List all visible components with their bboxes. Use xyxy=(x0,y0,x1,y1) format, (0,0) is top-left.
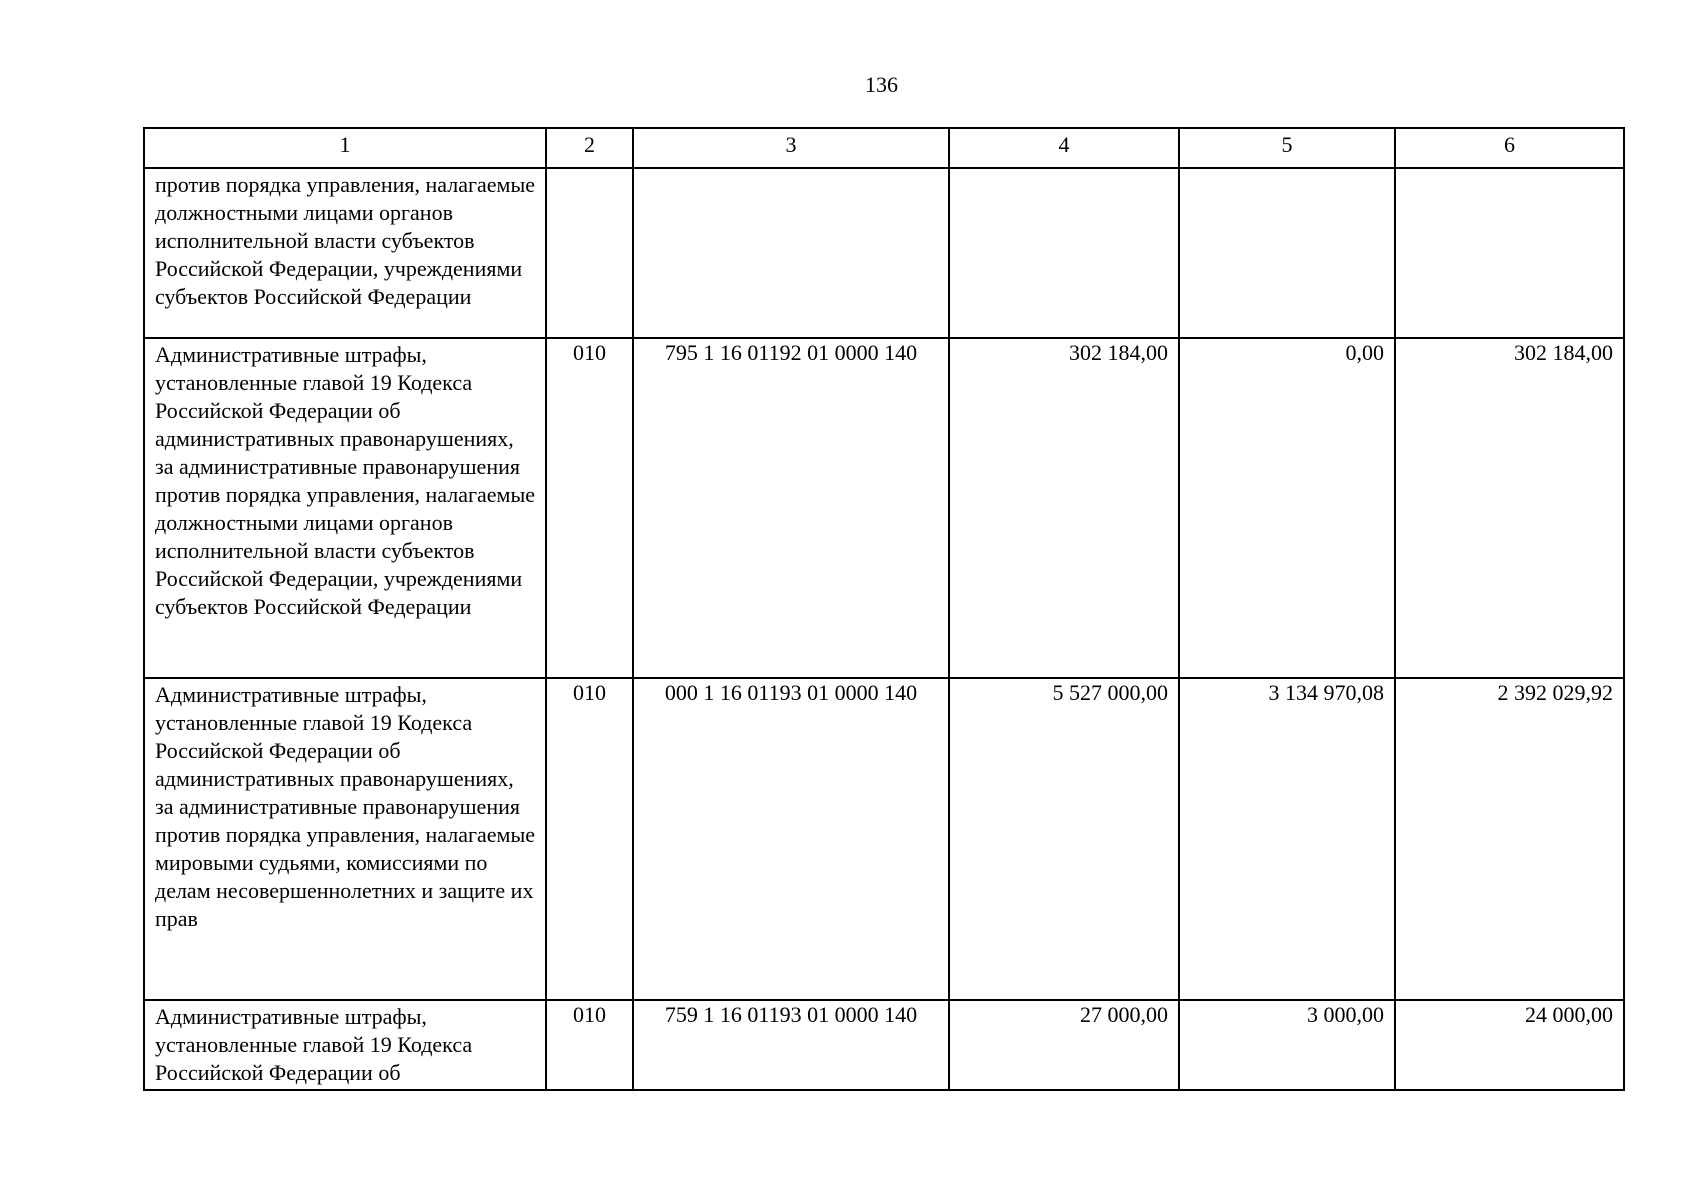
report-table xyxy=(143,127,1625,1091)
row-approved: 5 527 000,00 xyxy=(949,678,1179,1000)
row-description xyxy=(144,168,546,338)
table-row xyxy=(144,678,1624,1000)
row-line-code: 010 xyxy=(546,678,633,1000)
row-unexecuted: 2 392 029,92 xyxy=(1395,678,1624,1000)
row-budget-code xyxy=(633,168,949,338)
header-col-2: 2 xyxy=(546,128,633,168)
row-unexecuted xyxy=(1395,168,1624,338)
row-line-code xyxy=(546,168,633,338)
row-description-text: Административные штрафы, установленные главой 19 Кодекса Российской Федерации об административных правонарушениях, за административные правонарушения против порядка управления, налагаемые мировыми судьями, комиссиями по делам несовершеннолетних и защите их прав xyxy=(155,682,536,931)
row-executed: 0,00 xyxy=(1179,338,1395,678)
row-executed xyxy=(1179,168,1395,338)
row-description-text: Административные штрафы, установленные главой 19 Кодекса Российской Федерации об xyxy=(155,1004,473,1085)
row-unexecuted: 24 000,00 xyxy=(1395,1000,1624,1090)
header-col-4: 4 xyxy=(949,128,1179,168)
row-approved: 302 184,00 xyxy=(949,338,1179,678)
header-col-3: 3 xyxy=(633,128,949,168)
row-description xyxy=(144,678,546,1000)
row-line-code: 010 xyxy=(546,338,633,678)
header-col-6: 6 xyxy=(1395,128,1624,168)
row-description-text: Административные штрафы, установленные главой 19 Кодекса Российской Федерации об административных правонарушениях, за административные правонарушения против порядка управления, налагаемые должностными лицами органов исполнительной власти субъектов Российской Федерации, учреждениями субъектов Российской Федерации xyxy=(155,342,536,619)
row-approved: 27 000,00 xyxy=(949,1000,1179,1090)
row-unexecuted: 302 184,00 xyxy=(1395,338,1624,678)
row-description xyxy=(144,338,546,678)
header-col-1: 1 xyxy=(144,128,546,168)
row-description-text: против порядка управления, налагаемые должностными лицами органов исполнительной власти субъектов Российской Федерации, учреждениями субъектов Российской Федерации xyxy=(155,172,536,309)
row-description xyxy=(144,1000,546,1090)
row-budget-code: 000 1 16 01193 01 0000 140 xyxy=(633,678,949,1000)
table-row xyxy=(144,338,1624,678)
header-row xyxy=(144,128,1624,168)
row-budget-code: 795 1 16 01192 01 0000 140 xyxy=(633,338,949,678)
table-row xyxy=(144,1000,1624,1090)
header-col-5: 5 xyxy=(1179,128,1395,168)
page-number: 136 xyxy=(865,72,898,97)
row-approved xyxy=(949,168,1179,338)
row-budget-code: 759 1 16 01193 01 0000 140 xyxy=(633,1000,949,1090)
row-executed: 3 134 970,08 xyxy=(1179,678,1395,1000)
row-line-code: 010 xyxy=(546,1000,633,1090)
table-row xyxy=(144,168,1624,338)
row-executed: 3 000,00 xyxy=(1179,1000,1395,1090)
